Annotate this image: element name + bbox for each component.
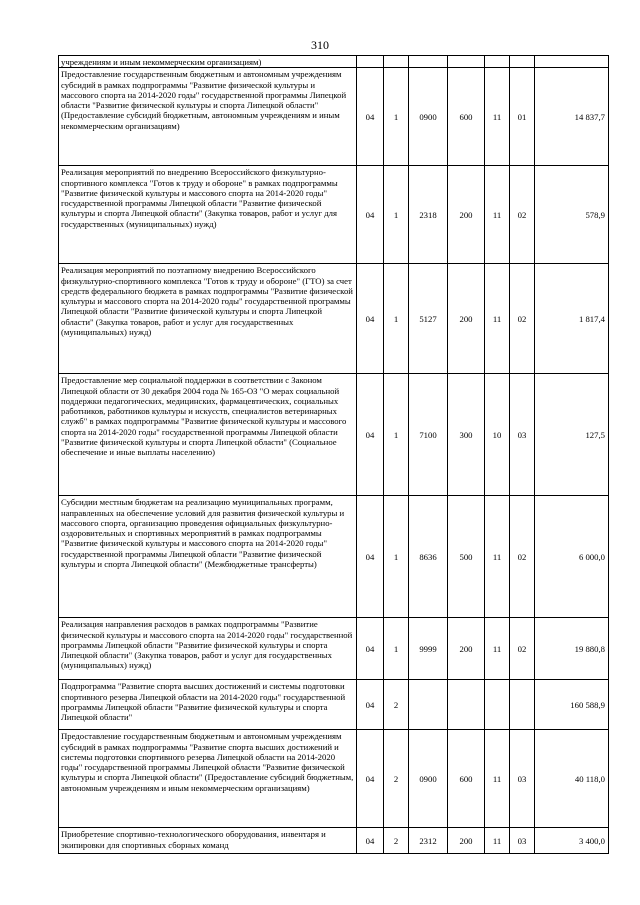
table-row <box>59 56 609 68</box>
cell-pr1: 11 <box>485 166 510 264</box>
cell-csr: 5127 <box>409 264 448 374</box>
cell-csr: 2318 <box>409 166 448 264</box>
cell-ved: 04 <box>357 828 384 854</box>
cell-name: Предоставление государственным бюджетным и автономным учреждениям субсидий в рамках подпрограммы "Развитие спорта высших достижений и системы подготовки спортивного резерва Липецкой области на 2014-2020 годы" государственной программы Липецкой области "Развитие физической культуры и спорта Липецкой области" (Предоставление субсидий бюджетным, автономным учреждениям и иным некоммерческим организациям) <box>59 730 357 828</box>
cell-ved: 04 <box>357 68 384 166</box>
cell-pr1: 11 <box>485 618 510 680</box>
cell-name: Предоставление государственным бюджетным и автономным учреждениям субсидий в рамках подпрограммы "Развитие физической культуры и массового спорта на 2014-2020 годы" государственной программы Липецкой области "Развитие физической культуры и спорта Липецкой области" (Предоставление субсидий бюджетным, автономным учреждениям и иным некоммерческим организациям) <box>59 68 357 166</box>
cell-ved: 04 <box>357 264 384 374</box>
cell-name: Реализация направления расходов в рамках подпрограммы "Развитие физической культуры и массового спорта на 2014-2020 годы" государственной программы Липецкой области "Развитие физической культуры и спорта Липецкой области" (Закупка товаров, работ и услуг для государственных (муниципальных) нужд) <box>59 618 357 680</box>
cell-ved <box>357 56 384 68</box>
cell-vr: 600 <box>448 68 485 166</box>
cell-rz <box>384 56 409 68</box>
cell-ved: 04 <box>357 496 384 618</box>
cell-sum: 3 400,0 <box>535 828 609 854</box>
cell-pr1 <box>485 56 510 68</box>
table-row <box>59 680 609 730</box>
table-row <box>59 374 609 496</box>
cell-rz: 1 <box>384 264 409 374</box>
cell-pr2 <box>510 680 535 730</box>
cell-rz: 2 <box>384 730 409 828</box>
table-row <box>59 828 609 854</box>
cell-sum: 14 837,7 <box>535 68 609 166</box>
cell-vr: 200 <box>448 264 485 374</box>
table-row <box>59 496 609 618</box>
cell-sum: 578,9 <box>535 166 609 264</box>
cell-vr: 200 <box>448 828 485 854</box>
cell-vr: 200 <box>448 166 485 264</box>
cell-pr2: 03 <box>510 828 535 854</box>
cell-name: Субсидии местным бюджетам на реализацию муниципальных программ, направленных на обеспечение условий для развития физической культуры и массового спорта, организацию проведения официальных физкультурно-оздоровительных и спортивных мероприятий в рамках подпрограммы "Развитие физической культуры и массового спорта на 2014-2020 годы" государственной программы Липецкой области "Развитие физической культуры и спорта Липецкой области" (Межбюджетные трансферты) <box>59 496 357 618</box>
cell-name: Предоставление мер социальной поддержки в соответствии с Законом Липецкой области от 30 декабря 2004 года № 165-ОЗ "О мерах социальной поддержки педагогических, медицинских, фармацевтических, социальных работников, работников культуры и искусств, специалистов ветеринарных служб" в рамках подпрограммы "Развитие физической культуры и массового спорта на 2014-2020 годы" государственной программы Липецкой области "Развитие физической культуры и спорта Липецкой области" (Социальное обеспечение и иные выплаты населению) <box>59 374 357 496</box>
cell-pr2: 03 <box>510 374 535 496</box>
cell-pr2: 03 <box>510 730 535 828</box>
cell-pr2: 02 <box>510 166 535 264</box>
cell-sum: 127,5 <box>535 374 609 496</box>
cell-rz: 2 <box>384 828 409 854</box>
cell-ved: 04 <box>357 680 384 730</box>
cell-rz: 1 <box>384 618 409 680</box>
table-row <box>59 730 609 828</box>
cell-csr <box>409 680 448 730</box>
cell-pr1: 11 <box>485 496 510 618</box>
cell-sum: 1 817,4 <box>535 264 609 374</box>
cell-sum: 40 118,0 <box>535 730 609 828</box>
cell-pr1: 11 <box>485 730 510 828</box>
cell-vr: 200 <box>448 618 485 680</box>
cell-csr: 0900 <box>409 730 448 828</box>
cell-ved: 04 <box>357 730 384 828</box>
cell-csr: 7100 <box>409 374 448 496</box>
cell-rz: 1 <box>384 166 409 264</box>
cell-vr: 300 <box>448 374 485 496</box>
cell-csr <box>409 56 448 68</box>
page-number: 310 <box>311 38 329 52</box>
cell-name: учреждениям и иным некоммерческим организациям) <box>59 56 357 68</box>
cell-rz: 1 <box>384 374 409 496</box>
cell-pr2: 01 <box>510 68 535 166</box>
cell-csr: 9999 <box>409 618 448 680</box>
cell-pr2: 02 <box>510 618 535 680</box>
cell-pr2 <box>510 56 535 68</box>
cell-pr1: 11 <box>485 264 510 374</box>
cell-name: Реализация мероприятий по поэтапному внедрению Всероссийского физкультурно-спортивного комплекса "Готов к труду и обороне" (ГТО) за счет средств федерального бюджета в рамках подпрограммы "Развитие физической культуры и массового спорта на 2014-2020 годы" государственной программы Липецкой области "Развитие физической культуры и спорта Липецкой области" (Закупка товаров, работ и услуг для государственных (муниципальных) нужд) <box>59 264 357 374</box>
cell-sum: 6 000,0 <box>535 496 609 618</box>
cell-name: Подпрограмма "Развитие спорта высших достижений и системы подготовки спортивного резерва Липецкой области на 2014-2020 годы" государственной программы Липецкой области "Развитие физической культуры и спорта Липецкой области" <box>59 680 357 730</box>
table-row <box>59 618 609 680</box>
cell-pr1: 10 <box>485 374 510 496</box>
cell-name: Реализация мероприятий по внедрению Всероссийского физкультурно-спортивного комплекса "Готов к труду и обороне" в рамках подпрограммы "Развитие физической культуры и массового спорта на 2014-2020 годы" государственной программы Липецкой области "Развитие физической культуры и спорта Липецкой области" (Закупка товаров, работ и услуг для государственных (муниципальных) нужд) <box>59 166 357 264</box>
table-row <box>59 166 609 264</box>
cell-vr: 600 <box>448 730 485 828</box>
cell-sum <box>535 56 609 68</box>
cell-ved: 04 <box>357 374 384 496</box>
cell-rz: 2 <box>384 680 409 730</box>
cell-csr: 8636 <box>409 496 448 618</box>
cell-rz: 1 <box>384 68 409 166</box>
cell-vr <box>448 680 485 730</box>
budget-table <box>58 55 609 854</box>
cell-rz: 1 <box>384 496 409 618</box>
cell-pr2: 02 <box>510 264 535 374</box>
cell-ved: 04 <box>357 166 384 264</box>
cell-vr: 500 <box>448 496 485 618</box>
cell-pr1: 11 <box>485 68 510 166</box>
cell-vr <box>448 56 485 68</box>
cell-ved: 04 <box>357 618 384 680</box>
cell-csr: 2312 <box>409 828 448 854</box>
cell-pr1 <box>485 680 510 730</box>
table-row <box>59 68 609 166</box>
cell-csr: 0900 <box>409 68 448 166</box>
cell-pr1: 11 <box>485 828 510 854</box>
cell-name: Приобретение спортивно-технологического оборудования, инвентаря и экипировки для спортивных сборных команд <box>59 828 357 854</box>
cell-sum: 19 880,8 <box>535 618 609 680</box>
table-row <box>59 264 609 374</box>
cell-sum: 160 588,9 <box>535 680 609 730</box>
cell-pr2: 02 <box>510 496 535 618</box>
